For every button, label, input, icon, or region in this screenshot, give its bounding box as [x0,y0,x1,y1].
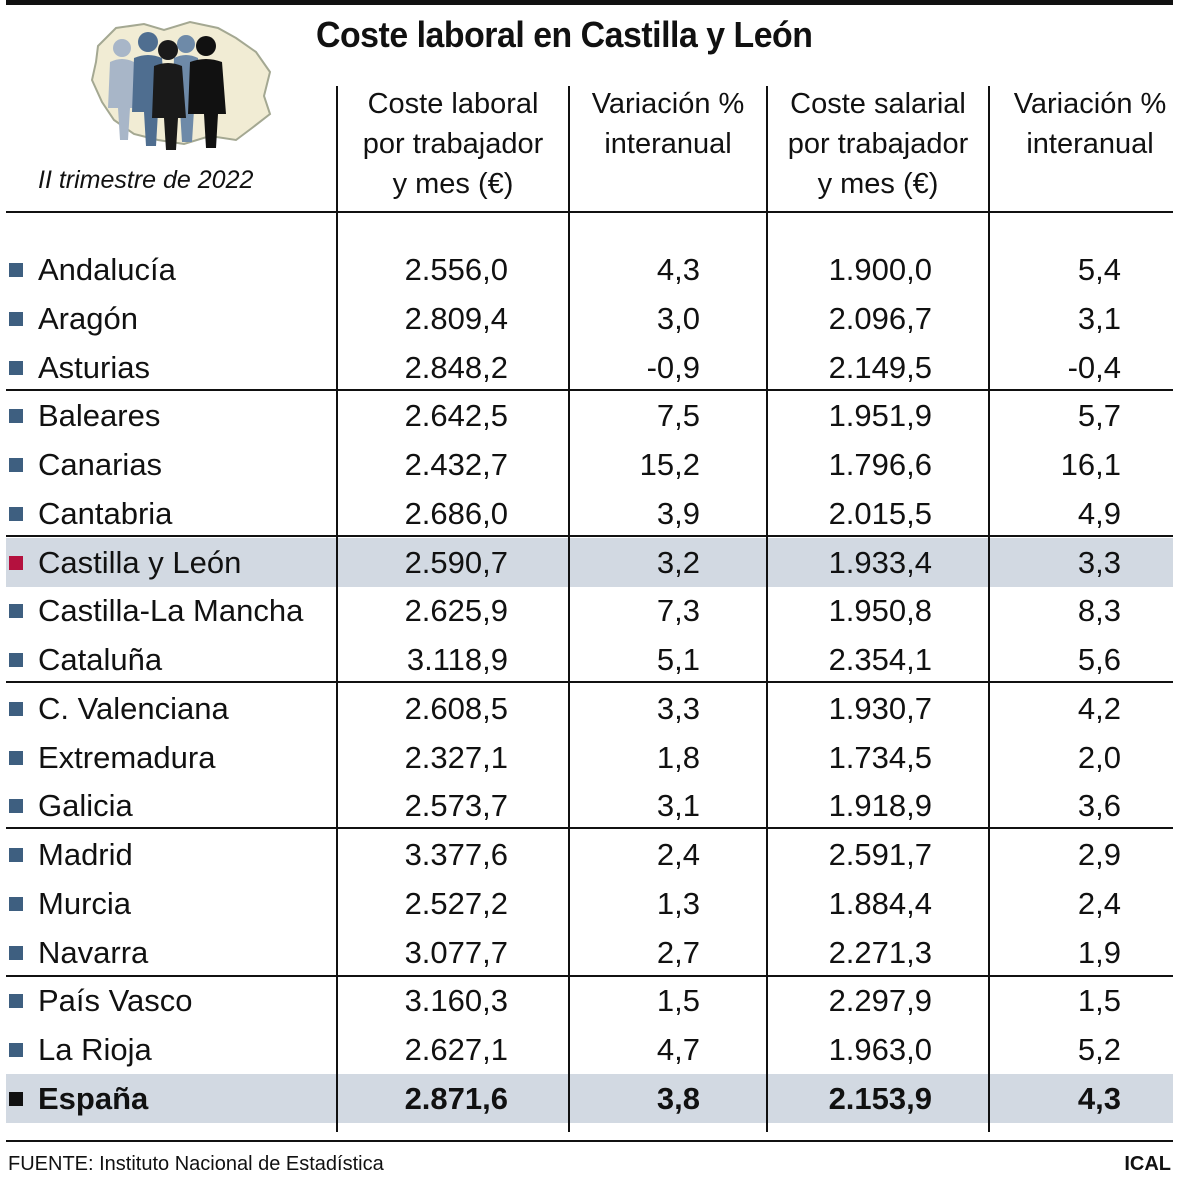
table-row [0,781,1179,830]
salary-variation-value: 8,3 [1077,593,1121,628]
region-name: C. Valenciana [38,691,229,726]
agency-credit: ICAL [1124,1153,1171,1175]
labor-variation-value: 15,2 [639,447,700,482]
row-marker-icon [9,604,23,618]
salary-variation-value: 3,3 [1077,545,1121,580]
labor-cost-value: 2.848,2 [404,350,508,385]
column-header-salary-variation [990,84,1179,164]
row-marker-icon [9,946,23,960]
salary-variation-value: 5,6 [1077,642,1121,677]
table-row [0,635,1179,684]
table-row [0,294,1179,343]
worker-silhouettes [108,32,226,150]
group-rule [6,535,1173,537]
salary-variation-value: 3,1 [1077,301,1121,336]
table-row [0,245,1179,294]
labor-variation-value: 1,5 [656,983,700,1018]
labor-cost-value: 3.377,6 [404,837,508,872]
table-row [0,489,1179,538]
workers-map-illustration [86,16,276,156]
column-header-salary-cost [768,84,988,204]
row-marker-icon [9,1043,23,1057]
labor-variation-value: 2,4 [656,837,700,872]
region-name: Castilla y León [38,545,242,580]
row-marker-icon [9,361,23,375]
salary-variation-value: 1,9 [1077,935,1121,970]
salary-variation-value: 16,1 [1060,447,1121,482]
labor-variation-value: 4,3 [656,252,700,287]
group-rule [6,975,1173,977]
salary-cost-value: 1.933,4 [828,545,932,580]
row-marker-icon [9,994,23,1008]
salary-cost-value: 2.153,9 [828,1081,932,1116]
labor-cost-value: 2.432,7 [404,447,508,482]
region-name: Cataluña [38,642,163,677]
salary-variation-value: 5,4 [1077,252,1121,287]
table-row [0,976,1179,1025]
labor-cost-value: 2.573,7 [404,788,508,823]
top-rule [6,0,1173,5]
group-rule [6,827,1173,829]
row-marker-icon [9,799,23,813]
region-name: Castilla-La Mancha [38,593,304,628]
row-marker-icon [9,312,23,326]
labor-cost-value: 2.686,0 [404,496,508,531]
salary-variation-value: 5,2 [1077,1032,1121,1067]
salary-cost-value: 1.930,7 [828,691,932,726]
region-name: Aragón [38,301,138,336]
row-marker-icon [9,653,23,667]
period-label: II trimestre de 2022 [38,166,254,194]
labor-cost-value: 3.160,3 [404,983,508,1018]
labor-variation-value: 1,8 [656,740,700,775]
salary-cost-value: 1.918,9 [828,788,932,823]
region-name: Murcia [38,886,132,921]
header-line: Variación % [591,88,745,120]
salary-cost-value: 2.015,5 [828,496,932,531]
labor-variation-value: 5,1 [656,642,700,677]
salary-variation-value: 4,9 [1077,496,1121,531]
header-line: interanual [1026,128,1154,160]
region-name: Navarra [38,935,149,970]
region-name: Madrid [38,837,133,872]
column-header-labor-variation [570,84,766,164]
table-row [0,391,1179,440]
region-name: Baleares [38,398,161,433]
row-marker-icon [9,702,23,716]
header-line: y mes (€) [817,168,939,200]
table-row [0,928,1179,977]
labor-cost-value: 2.625,9 [404,593,508,628]
salary-variation-value: 4,2 [1077,691,1121,726]
total-row [0,1074,1179,1123]
labor-variation-value: -0,9 [646,350,700,385]
labor-cost-value: 3.077,7 [404,935,508,970]
table-row [0,586,1179,635]
row-marker-icon [9,458,23,472]
header-line: interanual [604,128,732,160]
labor-cost-value: 2.590,7 [404,545,508,580]
salary-variation-value: 2,0 [1077,740,1121,775]
labor-cost-value: 2.627,1 [404,1032,508,1067]
salary-cost-value: 1.796,6 [828,447,932,482]
row-marker-icon [9,507,23,521]
row-marker-icon [9,848,23,862]
table-row [0,879,1179,928]
labor-variation-value: 3,3 [656,691,700,726]
row-marker-icon [9,897,23,911]
labor-cost-value: 2.556,0 [404,252,508,287]
labor-cost-value: 3.118,9 [406,642,508,677]
labor-variation-value: 3,8 [656,1081,700,1116]
group-rule [6,681,1173,683]
header-line: por trabajador [787,128,969,160]
salary-cost-value: 1.884,4 [828,886,932,921]
group-rule [6,389,1173,391]
row-marker-icon [9,1092,23,1106]
labor-variation-value: 2,7 [656,935,700,970]
region-name: Canarias [38,447,163,482]
salary-cost-value: 2.591,7 [828,837,932,872]
table-row [0,733,1179,782]
salary-variation-value: -0,4 [1067,350,1121,385]
region-name: La Rioja [38,1032,152,1067]
region-name: Andalucía [38,252,176,287]
header-line: y mes (€) [392,168,514,200]
source-note: FUENTE: Instituto Nacional de Estadística [8,1153,384,1175]
salary-cost-value: 2.149,5 [828,350,932,385]
table-row [0,1025,1179,1074]
region-name: Asturias [38,350,150,385]
column-header-labor-cost [338,84,568,204]
labor-variation-value: 3,0 [656,301,700,336]
region-name: País Vasco [38,983,193,1018]
salary-variation-value: 4,3 [1077,1081,1121,1116]
salary-cost-value: 1.950,8 [828,593,932,628]
labor-variation-value: 7,5 [656,398,700,433]
labor-variation-value: 4,7 [656,1032,700,1067]
salary-cost-value: 2.354,1 [828,642,932,677]
row-marker-icon [9,263,23,277]
labor-variation-value: 3,9 [656,496,700,531]
row-marker-icon [9,751,23,765]
table-row [0,684,1179,733]
labor-cost-value: 2.642,5 [404,398,508,433]
salary-cost-value: 1.963,0 [828,1032,932,1067]
region-name: Cantabria [38,496,173,531]
salary-cost-value: 2.271,3 [828,935,932,970]
region-name: España [38,1081,149,1116]
footer-rule [6,1140,1173,1142]
salary-cost-value: 1.734,5 [828,740,932,775]
region-name: Galicia [38,788,133,823]
row-marker-icon [9,556,23,570]
salary-cost-value: 1.951,9 [828,398,932,433]
labor-variation-value: 3,2 [656,545,700,580]
row-marker-icon [9,409,23,423]
labor-variation-value: 1,3 [656,886,700,921]
labor-cost-value: 2.809,4 [404,301,508,336]
salary-variation-value: 2,4 [1077,886,1121,921]
chart-title: Coste laboral en Castilla y León [316,14,813,55]
labor-cost-value: 2.871,6 [404,1081,508,1116]
salary-cost-value: 1.900,0 [828,252,932,287]
salary-cost-value: 2.096,7 [828,301,932,336]
header-line: Coste salarial [790,88,966,120]
labor-cost-value: 2.327,1 [404,740,508,775]
salary-variation-value: 1,5 [1077,983,1121,1018]
header-line: Coste laboral [367,88,539,120]
labor-cost-value: 2.527,2 [404,886,508,921]
table-row [0,830,1179,879]
table-row [0,440,1179,489]
labor-cost-value: 2.608,5 [404,691,508,726]
salary-variation-value: 3,6 [1077,788,1121,823]
header-line: por trabajador [362,128,544,160]
table-row [0,343,1179,392]
header-line: Variación % [1013,88,1167,120]
salary-cost-value: 2.297,9 [828,983,932,1018]
table-row [0,538,1179,587]
salary-variation-value: 5,7 [1077,398,1121,433]
region-name: Extremadura [38,740,216,775]
salary-variation-value: 2,9 [1077,837,1121,872]
labor-variation-value: 7,3 [656,593,700,628]
header-rule [6,211,1173,213]
labor-variation-value: 3,1 [656,788,700,823]
